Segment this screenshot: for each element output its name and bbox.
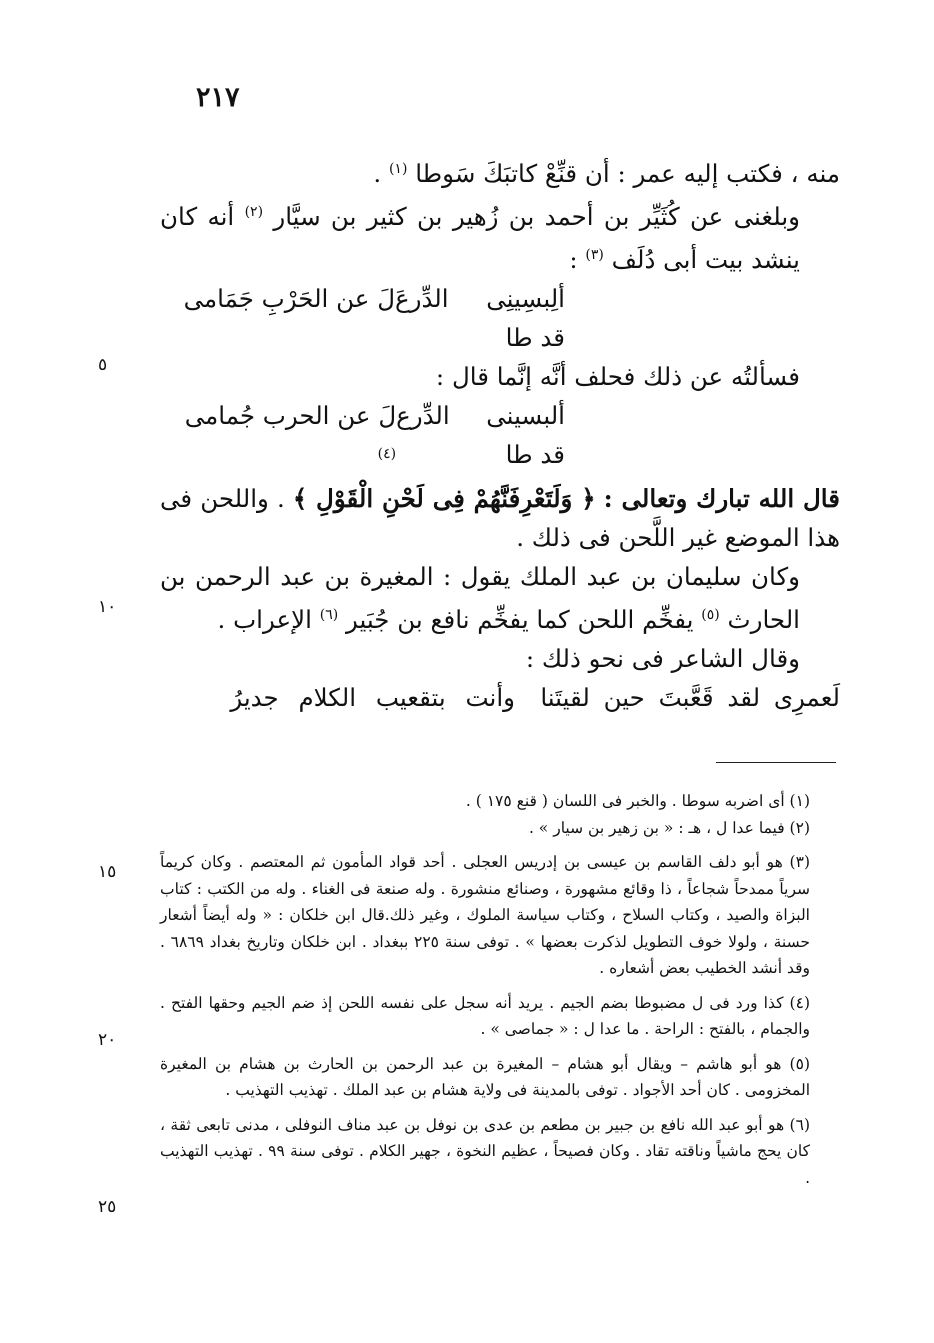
paragraph-6: وقال الشاعر فى نحو ذلك : xyxy=(525,643,800,673)
verse-2-first-hemistich: ألبسينى الدِّرع قد طا xyxy=(396,401,565,470)
footnote-ref-1: (١) xyxy=(388,161,408,177)
page-number: ٢١٧ xyxy=(196,82,240,113)
verse-1-first-hemistich: ألِبسِينِى الدِّرعَ قد طا xyxy=(395,284,565,353)
verse-1 xyxy=(160,279,840,357)
paragraph-1: منه ، فكتب إليه عمر : أن قنِّعْ كاتبَكَ سَوطا $^{(١)}$ . xyxy=(373,159,840,189)
line-number-20: ٢٠ xyxy=(98,1030,117,1050)
main-text xyxy=(160,150,840,717)
quran-quote: ﴿ وَلَتَعْرِفَنَّهُمْ فِى لَحْنِ الْقَوْلِ ﴾ xyxy=(292,483,596,513)
line-number-25: ٢٥ xyxy=(98,1197,117,1217)
footnote-4: (٤) كذا ورد فى ل مضبوطا بضم الجيم . يريد أنه سجل على نفسه اللحن إذ ضم الجيم وحقها الفتح . والجمام ، بالفتح : الراحة . ما عدا ل : « جماصى » . xyxy=(160,993,810,1038)
line-number-5: ٥ xyxy=(98,355,108,375)
paragraph-5: وكان سليمان بن عبد الملك يقول : المغيرة بن عبد الرحمن بن الحارث $^{(٥)}$ يفخِّم اللحن كما يفخِّم نافع بن جُبَير $^{(٦)}$ الإعراب . xyxy=(160,561,800,634)
footnote-ref-5: (٥) xyxy=(701,606,720,623)
footnote-5: (٥) هو أبو هاشم – ويقال أبو هشام – المغيرة بن عبد الرحمن بن الحارث بن هشام بن المغيرة المخزومى . كان أحد الأجواد . توفى بالمدينة فى ولاية هشام بن عبد الملك . تهذيب التهذيب . xyxy=(160,1054,810,1099)
verse-1-second-hemistich: لَ عن الحَرْبِ جَمَامى xyxy=(183,284,395,314)
footnote-ref-4: (٤) xyxy=(377,446,397,463)
line-number-10: ١٠ xyxy=(98,597,117,617)
paragraph-2: وبلغنى عن كُثَيِّر بن أحمد بن زُهير بن كثير بن سيَّار $^{(٢)}$ أنه كان ينشد بيت أبى دُلَف $^{(٣)}$ : xyxy=(160,202,801,275)
paragraph-3: فسألتُه عن ذلك فحلف أنَّه إنَّما قال : xyxy=(435,362,800,392)
footnote-ref-6: (٦) xyxy=(319,606,339,623)
footnote-6: (٦) هو أبو عبد الله نافع بن جبير بن مطعم بن عدى بن نوفل بن عبد مناف النوفلى ، مدنى تابعى ثقة ، كان يحج ماشياً وناقته تقاد . وكان فصيحاً ، عظيم النخوة ، جهير الكلام . توفى سنة ٩٩ . تهذيب التهذيب . xyxy=(160,1115,810,1187)
footnote-1: (١) أى اضربه سوطا . والخبر فى اللسان ( قنع ١٧٥ ) . xyxy=(465,792,810,810)
verse-2-second-hemistich: لَ عن الحرب جُمامى (٤) xyxy=(160,396,396,478)
footnote-separator xyxy=(716,762,836,763)
verse-3-first-hemistich: لَعمرِى لقد قَعَّبتَ حين لقيتَنا xyxy=(540,682,840,712)
footnote-3: (٣) هو أبو دلف القاسم بن عيسى بن إدريس العجلى . أحد قواد المأمون ثم المعتصم . وكان كريماً سرياً ممدحاً شجاعاً ، ذا وقائع مشهورة ، وصنائع منشورة . وله صنعة فى الغناء . وله من الكتب : كتاب البزاة والصيد ، وكتاب السلاح ، وكتاب سياسة الملوك ، وغير ذلك.قال ابن خلكان : « وله أيضاً أشعار حسنة ، ولولا خوف التطويل لذكرت بعضها » . توفى سنة ٢٢٥ ببغداد . ابن خلكان وتاريخ بغداد ٦٨٦٩ . وقد أنشد الخطيب بعض أشعاره . xyxy=(160,853,810,977)
paragraph-4: قال الله تبارك وتعالى : ﴿ وَلَتَعْرِفَنَّهُمْ فِى لَحْنِ الْقَوْلِ ﴾ . واللحن فى هذا الموضع غير اللَّحن فى ذلك . xyxy=(160,483,840,552)
footnote-2: (٢) فيما عدا ل ، هـ : « بن زهير بن سيار » . xyxy=(528,818,810,837)
verse-3 xyxy=(160,678,840,717)
line-number-15: ١٥ xyxy=(98,862,117,882)
footnotes xyxy=(160,788,838,1199)
footnote-ref-2: (٢) xyxy=(244,204,264,221)
verse-2 xyxy=(160,396,840,478)
verse-3-second-hemistich: وأنت بتقعيب الكلام جديرُ xyxy=(230,682,515,712)
footnote-ref-3: (٣) xyxy=(585,247,604,264)
